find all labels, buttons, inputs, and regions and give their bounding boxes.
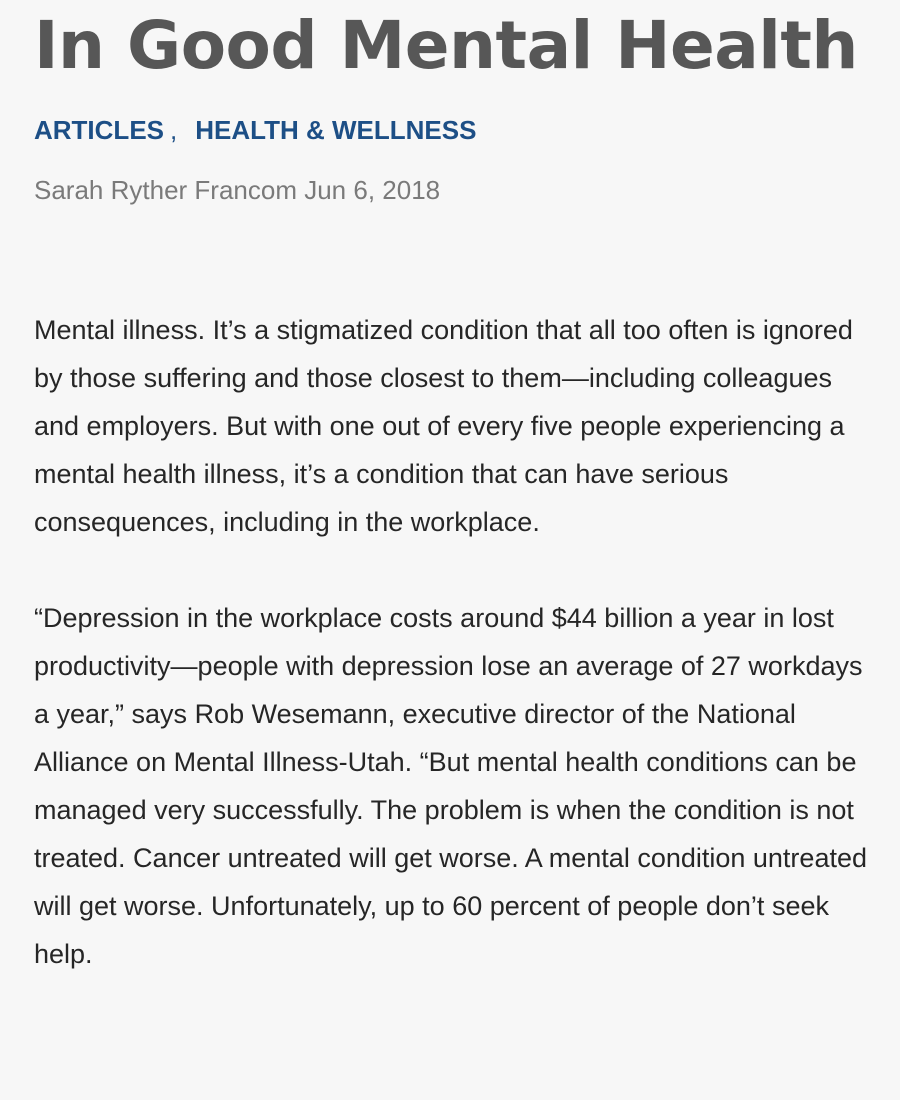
article (34, 0, 874, 978)
category-separator: , (170, 115, 178, 145)
category-link-articles[interactable]: ARTICLES (34, 115, 164, 145)
publish-date: Jun 6, 2018 (304, 175, 441, 205)
article-title: In Good Mental Health (34, 7, 858, 84)
paragraph-2: “Depression in the workplace costs around $44 billion a year in lost productivity—people with depression lose an average of 27 workdays a year,” says Rob Wesemann, executive director of the National Alliance on Mental Illness-Utah. “But mental health conditions can be managed very successfully. The problem is when the condition is not treated. Cancer untreated will get worse. A mental condition untreated will get worse. Unfortunately, up to 60 percent of people don’t seek help. (34, 603, 867, 969)
byline (34, 174, 874, 206)
author-name: Sarah Ryther Francom (34, 175, 297, 205)
category-link-health-wellness[interactable]: HEALTH & WELLNESS (195, 115, 477, 145)
category-list (34, 114, 874, 146)
paragraph-1: Mental illness. It’s a stigmatized condition that all too often is ignored by those suffering and those closest to them—including colleagues and employers. But with one out of every five people experiencing a mental health illness, it’s a condition that can have serious consequences, including in the workplace. (34, 315, 853, 537)
